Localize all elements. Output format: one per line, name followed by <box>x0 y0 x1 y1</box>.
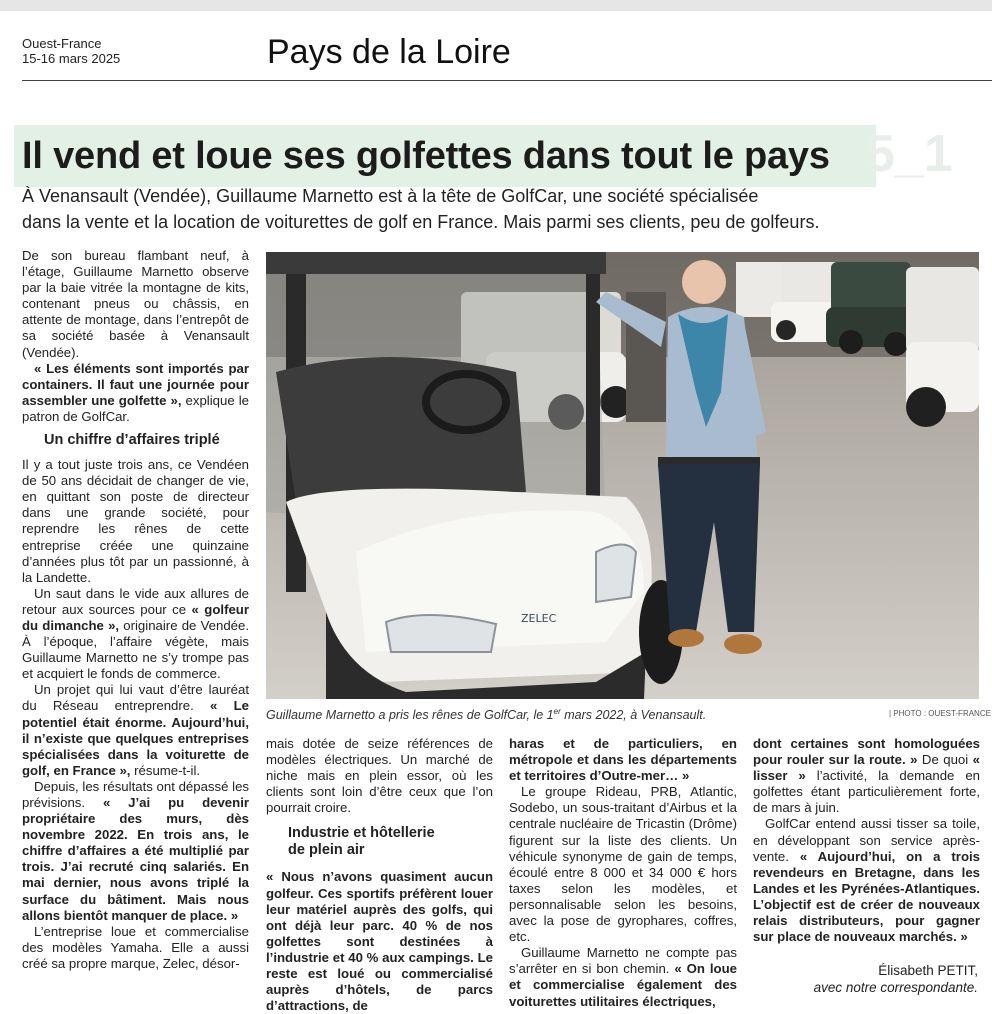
paragraph <box>22 457 249 586</box>
article-standfirst <box>22 183 982 235</box>
paragraph-text: l’activité, la demande en golfettes étant particulièrement forte, de mars à juin. <box>753 768 980 816</box>
subheading-line: Industrie et hôtellerie <box>288 825 435 842</box>
caption-superscript: er <box>553 707 561 716</box>
text-column-4 <box>753 736 980 945</box>
quote: « Le potentiel était énorme. Aujourd’hui, il n’existe que quelques entreprises spécialisées dans la voiturette de golf, en France », <box>22 698 249 778</box>
quote: « golfeur du dimanche », <box>22 601 249 633</box>
header-rule <box>22 80 992 81</box>
paragraph-text: De quoi <box>917 752 973 768</box>
paragraph-text: mais dotée de seize références de modèles électriques. Un marché de niche mais en plein essor, où les clients sont loin d’être ceux que l’on pourrait croire. <box>266 736 493 816</box>
paragraph-text: Un saut dans le vide aux allures de retour aux sources pour ce <box>22 585 249 617</box>
quote: « Aujourd’hui, on a trois revendeurs en Bretagne, dans les Landes et les Pyrénées-Atlantiques. L’objectif est de créer de nouveaux relais distributeurs, pour gagner sur place de nouveaux marchés. » <box>753 848 980 945</box>
paragraph <box>22 779 249 924</box>
paragraph-text: Un projet qui lui vaut d’être lauréat du Réseau entreprendre. <box>22 682 249 714</box>
publication-info <box>22 36 120 66</box>
cart-brand-label: ZELEC <box>521 612 557 625</box>
author-signature <box>760 962 978 996</box>
paragraph-text: L’entreprise loue et commercialise des modèles Yamaha. Elle a aussi créé sa propre marque, Zelec, désor- <box>22 923 249 971</box>
paragraph <box>22 361 249 425</box>
quote: « Nous n’avons quasiment aucun golfeur. Ces sportifs préfèrent louer leur matériel auprès des golfs, qui ont déjà leur parc. 40 % de nos golfettes sont destinées à l’industrie et 40 % aux campings. Le reste est loué ou commercialisé auprès d’hôtels, de parcs d’attractions, de <box>266 869 493 1014</box>
ghost-text: 5_1 <box>866 125 953 183</box>
paragraph-text: Le groupe Rideau, PRB, Atlantic, Sodebo, un sous-traitant d’Airbus et la centrale nucléaire de Tricastin (Drôme) figurent sur la liste des clients. Un véhicule synonyme de gain de temps, écoulé entre 8 000 et 34 000 € hors taxes selon les modèles, et personnalisable selon les besoins, avec la pose de gyrophares, coffres, etc. <box>509 784 737 945</box>
quote: « J’ai pu devenir propriétaire des murs, dès novembre 2022. En trois ans, le chiffre d’affaires a été multiplié par trois. J’ai recruté cinq salariés. En mai dernier, nous avons triplé la surface du bâtiment. Mais nous allons bientôt manquer de place. » <box>22 795 249 923</box>
article-headline: Il vend et loue ses golfettes dans tout le pays <box>22 135 830 177</box>
photo-caption <box>266 704 706 723</box>
paragraph <box>22 682 249 779</box>
caption-text: mars 2022, à Venansault. <box>560 708 707 723</box>
paragraph <box>22 586 249 683</box>
paragraph <box>753 736 980 816</box>
text-column-1 <box>22 248 249 972</box>
paragraph-text: GolfCar entend aussi tisser sa toile, en développant son service après-vente. <box>753 816 980 864</box>
standfirst-line: dans la vente et la location de voiturettes de golf en France. Mais parmi ses clients, peu de golfeurs. <box>22 212 820 232</box>
paragraph <box>22 248 249 361</box>
region-title: Pays de la Loire <box>267 33 511 71</box>
paragraph <box>266 736 493 816</box>
paragraph <box>509 736 737 784</box>
author-name: Élisabeth PETIT, <box>878 963 978 978</box>
article-photo <box>266 252 979 699</box>
subheading <box>266 825 493 859</box>
quote: « Les éléments sont importés par containers. Il faut une journée pour assembler une golfette », <box>22 360 249 408</box>
top-strip <box>0 0 992 11</box>
quote: dont certaines sont homologuées pour rouler sur la route. » <box>753 736 980 768</box>
paragraph <box>753 816 980 945</box>
paragraph-text: explique le patron de GolfCar. <box>22 392 249 424</box>
text-column-2 <box>266 736 493 1014</box>
paragraph-text: Il y a tout juste trois ans, ce Vendéen de 50 ans décidait de changer de vie, en quittant son poste de directeur dans une grande société, pour reprendre les rênes de cette entreprise créée une quinzaine d’années plus tôt par un passionné, à la Landette. <box>22 457 249 585</box>
photo-illustration <box>266 252 979 699</box>
paragraph <box>266 869 493 1014</box>
caption-text: Guillaume Marnetto a pris les rênes de GolfCar, le 1 <box>266 708 554 723</box>
paragraph-text: De son bureau flambant neuf, à l’étage, Guillaume Marnetto observe par la baie vitrée la montagne de kits, contenant pneus ou châssis, en attente de montage, dans l’entrepôt de sa société basée à Venansault (Vendée). <box>22 248 249 360</box>
author-role: avec notre correspondante. <box>813 980 978 995</box>
photo-credit: | PHOTO : OUEST-FRANCE <box>889 709 991 718</box>
text-column-3 <box>509 736 737 1010</box>
publication-name: Ouest-France <box>22 36 102 51</box>
quote: haras et de particuliers, en métropole et dans les départements et territoires d’Outre-mer… » <box>509 736 737 784</box>
quote: « On loue et commercialise également des voiturettes utilitaires électriques, <box>509 961 737 1009</box>
paragraph <box>509 784 737 945</box>
paragraph <box>509 945 737 1009</box>
paragraph-text: originaire de Vendée. À l’époque, l’affaire végète, mais Guillaume Marnetto ne s’y trompe pas et acquiert le fonds de commerce. <box>22 617 249 682</box>
paragraph-text: Depuis, les résultats ont dépassé les prévisions. <box>22 778 249 810</box>
quote: « lisser » <box>753 752 980 784</box>
standfirst-line: À Venansault (Vendée), Guillaume Marnetto est à la tête de GolfCar, une société spécialisée <box>22 186 759 206</box>
paragraph <box>22 924 249 972</box>
subheading: Un chiffre d’affaires triplé <box>44 432 220 449</box>
publication-date: 15-16 mars 2025 <box>22 51 121 66</box>
paragraph-text: résume-t-il. <box>130 762 201 778</box>
subheading-line: de plein air <box>288 842 365 859</box>
paragraph-text: Guillaume Marnetto ne compte pas s’arrêter en si bon chemin. <box>509 945 737 977</box>
